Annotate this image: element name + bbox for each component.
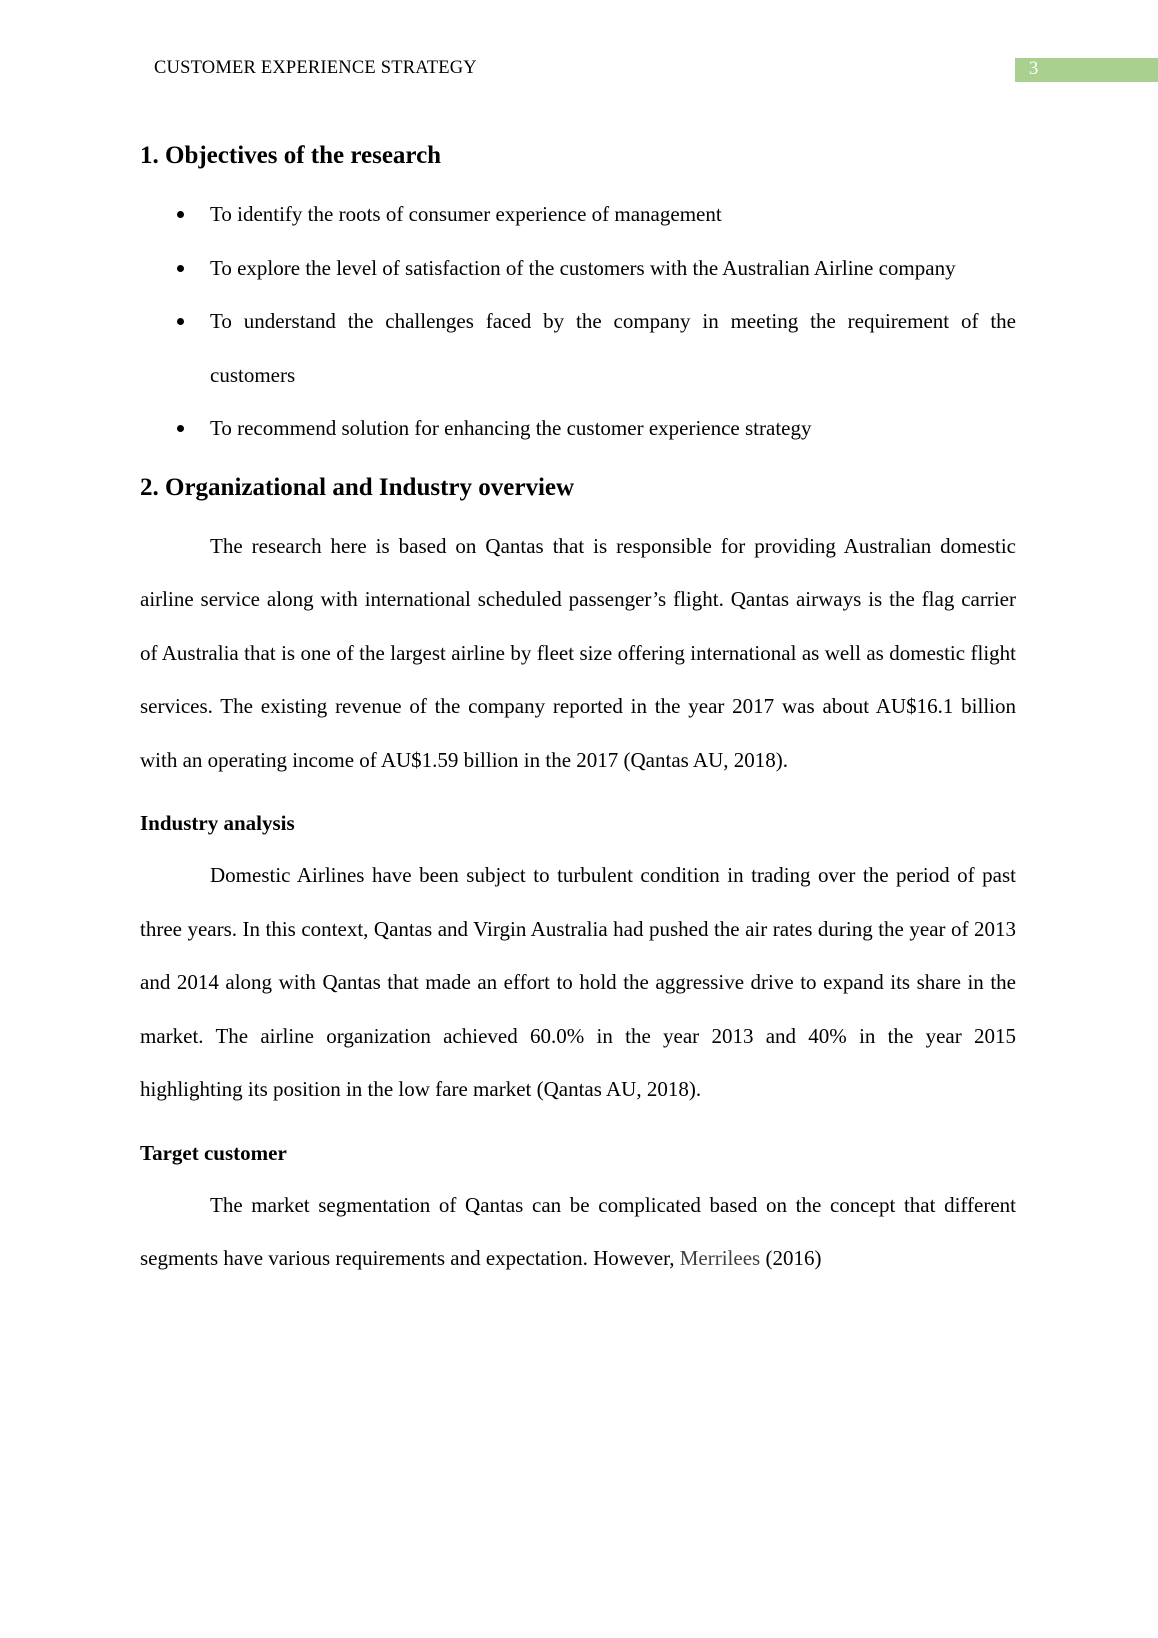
list-item-text: To recommend solution for enhancing the customer experience strategy	[210, 416, 812, 440]
citation-author: Merrilees	[679, 1246, 761, 1270]
list-item	[140, 242, 1016, 296]
list-item-text: To explore the level of satisfaction of the customers with the Australian Airline company	[210, 255, 956, 280]
list-item	[140, 402, 1016, 456]
bullet-icon	[177, 265, 184, 272]
page-number: 3	[1029, 59, 1039, 79]
bullet-icon	[177, 318, 184, 325]
document-body	[140, 138, 1016, 1286]
citation-year: (2016)	[760, 1246, 822, 1270]
industry-analysis-paragraph: Domestic Airlines have been subject to turbulent condition in trading over the period of past three years. In this context, Qantas and Virgin Australia had pushed the air rates during the year of 2013 and 2014 along with Qantas that made an effort to hold the aggressive drive to expand its share in the market. The airline organization achieved 60.0% in the year 2013 and 40% in the year 2015 highlighting its position in the low fare market (Qantas AU, 2018).	[140, 863, 1016, 1101]
target-customer-paragraph	[140, 1179, 1016, 1286]
list-item-text: To identify the roots of consumer experience of management	[210, 202, 722, 226]
list-item	[140, 188, 1016, 242]
bullet-icon	[177, 211, 184, 218]
target-customer-heading: Target customer	[140, 1140, 287, 1165]
running-head-title: CUSTOMER EXPERIENCE STRATEGY	[154, 58, 477, 78]
overview-heading: 2. Organizational and Industry overview	[140, 473, 575, 501]
bullet-icon	[177, 425, 184, 432]
list-item	[140, 295, 1016, 402]
industry-analysis-heading: Industry analysis	[140, 811, 295, 835]
overview-paragraph: The research here is based on Qantas that is responsible for providing Australian domestic airline service along with international scheduled passenger’s flight. Qantas airways is the flag carrier of Australia that is one of the largest airline by fleet size offering international as well as domestic flight services. The existing revenue of the company reported in the year 2017 was about AU$16.1 billion with an operating income of AU$1.59 billion in the 2017 (Qantas AU, 2018).	[140, 533, 1016, 772]
objectives-heading: 1. Objectives of the research	[140, 142, 442, 169]
target-customer-text: The market segmentation of Qantas can be complicated based on the concept that different segments have various requirements and expectation. However,	[140, 1192, 1016, 1270]
list-item-text: To understand the challenges faced by the company in meeting the requirement of the customers	[210, 309, 1016, 387]
page-number-bar	[1015, 58, 1158, 82]
objectives-list	[140, 188, 1016, 456]
